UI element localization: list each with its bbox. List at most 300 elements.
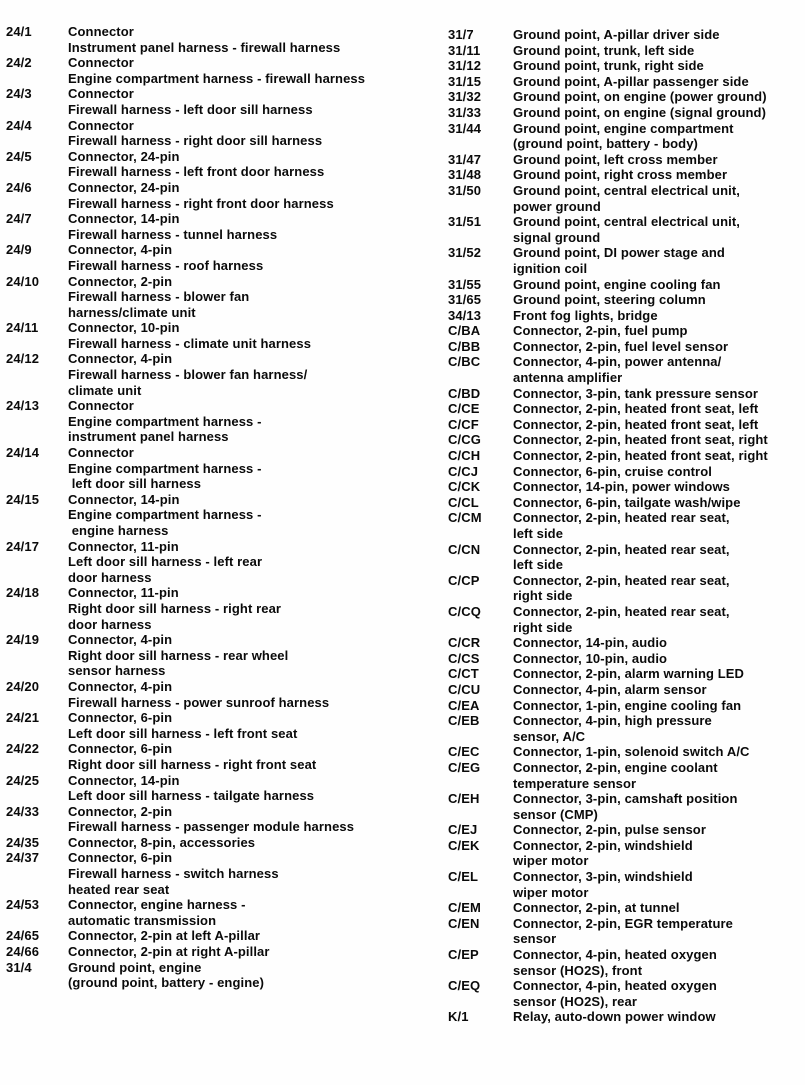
entry-description <box>513 479 802 495</box>
description-line: temperature sensor <box>513 775 637 791</box>
entry-description <box>513 916 802 947</box>
description-line: Connector, 4-pin <box>68 242 173 258</box>
entry-description <box>513 121 802 152</box>
entry-code: C/BC <box>448 354 481 370</box>
legend-entry <box>6 211 404 242</box>
entry-code: C/CJ <box>448 463 479 479</box>
legend-entry <box>448 417 802 433</box>
entry-code: 31/12 <box>448 58 482 74</box>
entry-description <box>513 869 802 900</box>
description-line: Connector, 2-pin, alarm warning LED <box>513 666 745 682</box>
description-line: Connector <box>68 445 134 461</box>
legend-entry <box>448 666 802 682</box>
description-line: Connector <box>68 398 134 414</box>
entry-description <box>513 666 802 682</box>
entry-description <box>513 354 802 385</box>
description-line: right side <box>513 588 573 604</box>
entry-code: K/1 <box>448 1009 469 1025</box>
legend-entry <box>448 698 802 714</box>
description-line: Connector, 2-pin, heated rear seat, <box>513 603 730 619</box>
legend-entry <box>448 152 802 168</box>
legend-entry <box>448 573 802 604</box>
legend-entry <box>448 682 802 698</box>
legend-entry <box>448 510 802 541</box>
legend-entry <box>6 944 404 960</box>
entry-code: 31/4 <box>6 959 32 975</box>
description-line: Ground point, central electrical unit, <box>513 214 740 230</box>
description-line: Connector, 4-pin, heated oxygen <box>513 947 717 963</box>
entry-code: 24/14 <box>6 445 40 461</box>
legend-entry <box>6 585 404 632</box>
entry-description <box>68 632 404 679</box>
description-line: Ground point, engine compartment <box>513 120 734 136</box>
entry-code: 24/10 <box>6 273 40 289</box>
legend-entry <box>448 43 802 59</box>
entry-code: C/EJ <box>448 822 478 838</box>
entry-description <box>68 741 404 772</box>
entry-description <box>68 539 404 586</box>
legend-entry <box>6 897 404 928</box>
entry-description <box>68 897 404 928</box>
legend-entry <box>448 635 802 651</box>
description-line: Connector, 2-pin <box>68 273 173 289</box>
entry-code: C/CS <box>448 650 480 666</box>
legend-entry <box>448 277 802 293</box>
legend-entry <box>448 916 802 947</box>
description-line: left door sill harness <box>68 476 202 492</box>
description-line: Ground point, engine cooling fan <box>513 276 721 292</box>
legend-entry <box>448 292 802 308</box>
legend-entry <box>6 55 404 86</box>
entry-description <box>513 900 802 916</box>
entry-description <box>68 710 404 741</box>
legend-entry <box>6 804 404 835</box>
entry-description <box>513 43 802 59</box>
entry-code: 24/13 <box>6 398 40 414</box>
description-line: Right door sill harness - right rear <box>68 600 282 616</box>
entry-description <box>513 89 802 105</box>
description-line: Connector, 14-pin <box>68 772 180 788</box>
entry-description <box>513 464 802 480</box>
legend-entry <box>448 432 802 448</box>
description-line: (ground point, battery - body) <box>513 136 698 152</box>
description-line: Connector, 4-pin, heated oxygen <box>513 978 717 994</box>
entry-code: 24/53 <box>6 897 40 913</box>
description-line: Ground point, trunk, left side <box>513 42 695 58</box>
entry-description <box>513 27 802 43</box>
entry-description <box>68 118 404 149</box>
description-line: Ground point, steering column <box>513 292 706 308</box>
description-line: left side <box>513 526 564 541</box>
entry-description <box>68 679 404 710</box>
description-line: harness/climate unit <box>68 304 196 320</box>
entry-code: 24/3 <box>6 86 32 102</box>
legend-entry <box>6 242 404 273</box>
legend-entry <box>6 398 404 445</box>
entry-code: 31/7 <box>448 27 474 42</box>
legend-entry <box>6 24 404 55</box>
legend-entry <box>448 900 802 916</box>
description-line: sensor (HO2S), rear <box>513 993 638 1009</box>
entry-code: 31/50 <box>448 182 482 198</box>
description-line: Ground point, on engine (power ground) <box>513 89 767 105</box>
entry-code: 34/13 <box>448 307 482 323</box>
legend-entry <box>6 679 404 710</box>
entry-code: 24/37 <box>6 850 40 866</box>
entry-description <box>513 292 802 308</box>
description-line: Ground point, central electrical unit, <box>513 182 740 198</box>
description-line: power ground <box>513 198 601 214</box>
description-line: ignition coil <box>513 260 588 276</box>
description-line: Right door sill harness - rear wheel <box>68 647 289 663</box>
description-line: sensor (HO2S), front <box>513 962 643 978</box>
description-line: Ground point, trunk, right side <box>513 58 704 74</box>
legend-entry <box>6 928 404 944</box>
description-line: sensor harness <box>68 663 166 679</box>
description-line: Connector, 2-pin, heated front seat, left <box>513 416 759 432</box>
entry-description <box>513 245 802 276</box>
description-line: automatic transmission <box>68 912 217 928</box>
description-line: climate unit <box>68 382 142 398</box>
legend-entry <box>6 274 404 321</box>
entry-description <box>513 744 802 760</box>
description-line: Ground point, A-pillar passenger side <box>513 73 749 89</box>
entry-code: C/CL <box>448 494 479 510</box>
description-line: Connector, 2-pin, at tunnel <box>513 900 680 916</box>
entry-description <box>513 822 802 838</box>
description-line: Connector, 2-pin, fuel level sensor <box>513 338 729 354</box>
entry-description <box>513 651 802 667</box>
entry-code: C/EH <box>448 791 480 807</box>
entry-description <box>513 604 802 635</box>
legend-entry <box>448 822 802 838</box>
description-line: heated rear seat <box>68 881 170 897</box>
entry-code: 24/15 <box>6 491 40 507</box>
entry-description <box>513 760 802 791</box>
description-line: sensor <box>513 931 557 947</box>
legend-entry <box>6 492 404 539</box>
legend-entry <box>6 835 404 851</box>
legend-entry <box>6 149 404 180</box>
description-line: Connector, 24-pin <box>68 179 180 195</box>
legend-entry <box>448 214 802 245</box>
legend-entry <box>6 960 404 991</box>
entry-code: 24/9 <box>6 242 32 258</box>
entry-description <box>513 277 802 293</box>
description-line: Connector, 6-pin, cruise control <box>513 463 712 479</box>
legend-entry <box>6 86 404 117</box>
entry-description <box>513 308 802 324</box>
entry-description <box>513 323 802 339</box>
entry-code: C/CH <box>448 448 481 464</box>
entry-code: 24/21 <box>6 710 40 726</box>
description-line: Connector, 4-pin, high pressure <box>513 713 712 729</box>
description-line: wiper motor <box>513 853 589 869</box>
entry-code: 24/17 <box>6 538 40 554</box>
description-line: Left door sill harness - left rear <box>68 554 263 570</box>
description-line: sensor (CMP) <box>513 806 598 822</box>
entry-code: C/EC <box>448 744 480 760</box>
description-line: Connector, 3-pin, windshield <box>513 869 693 885</box>
entry-code: C/EP <box>448 947 479 963</box>
description-line: Engine compartment harness - <box>68 460 262 476</box>
description-line: Firewall harness - power sunroof harness <box>68 694 330 710</box>
description-line: Firewall harness - tunnel harness <box>68 226 278 242</box>
legend-entry <box>6 741 404 772</box>
entry-description <box>68 445 404 492</box>
entry-description <box>513 401 802 417</box>
description-line: Connector, 8-pin, accessories <box>68 834 256 850</box>
entry-code: 31/32 <box>448 89 482 105</box>
description-line: Firewall harness - blower fan harness/ <box>68 367 308 383</box>
entry-code: C/EM <box>448 900 481 916</box>
legend-entry <box>448 323 802 339</box>
entry-description <box>68 773 404 804</box>
legend-entry <box>6 445 404 492</box>
legend-entry <box>448 838 802 869</box>
description-line: Connector, 2-pin at right A-pillar <box>68 944 270 960</box>
entry-code: C/EB <box>448 713 480 729</box>
description-line: Connector, 2-pin, EGR temperature <box>513 915 734 931</box>
entry-code: C/EG <box>448 759 481 775</box>
description-line: Firewall harness - switch harness <box>68 866 279 882</box>
entry-code: 31/51 <box>448 214 482 230</box>
legend-entry <box>6 850 404 897</box>
description-line: Ground point, A-pillar driver side <box>513 27 720 42</box>
description-line: Connector, 14-pin <box>68 491 180 507</box>
entry-description <box>68 24 404 55</box>
legend-entry <box>6 773 404 804</box>
description-line: Connector, 1-pin, engine cooling fan <box>513 697 742 713</box>
description-line: Ground point, DI power stage and <box>513 245 725 261</box>
legend-entry <box>6 632 404 679</box>
entry-code: C/CN <box>448 541 481 557</box>
entry-code: C/CQ <box>448 603 481 619</box>
description-line: Left door sill harness - left front seat <box>68 725 298 741</box>
description-line: Connector, 4-pin <box>68 632 173 648</box>
entry-description <box>513 58 802 74</box>
legend-entry <box>448 464 802 480</box>
description-line: Connector, 6-pin <box>68 850 173 866</box>
description-line: Connector, 4-pin <box>68 678 173 694</box>
legend-entry <box>448 167 802 183</box>
description-line: Left door sill harness - tailgate harness <box>68 788 315 804</box>
entry-description <box>513 339 802 355</box>
entry-description <box>513 74 802 90</box>
description-line: Connector, 4-pin <box>68 351 173 367</box>
legend-entry <box>448 947 802 978</box>
entry-code: C/CE <box>448 401 480 417</box>
entry-description <box>513 1009 802 1025</box>
description-line: engine harness <box>68 523 169 538</box>
entry-description <box>68 960 404 991</box>
entry-code: C/BB <box>448 338 481 354</box>
legend-column-right <box>448 27 802 1025</box>
description-line: Ground point, engine <box>68 959 202 975</box>
description-line: right side <box>513 619 573 635</box>
legend-entry <box>448 869 802 900</box>
entry-description <box>513 978 802 1009</box>
entry-code: 24/33 <box>6 803 40 819</box>
legend-entry <box>448 604 802 635</box>
description-line: Connector, 6-pin, tailgate wash/wipe <box>513 494 741 510</box>
entry-code: 24/65 <box>6 928 40 944</box>
entry-description <box>513 432 802 448</box>
entry-code: C/CK <box>448 479 481 495</box>
entry-code: 24/4 <box>6 117 32 133</box>
description-line: Firewall harness - left front door harness <box>68 164 325 180</box>
legend-entry <box>448 713 802 744</box>
entry-description <box>513 105 802 121</box>
description-line: Connector, 2-pin, heated rear seat, <box>513 541 730 557</box>
legend-entry <box>448 760 802 791</box>
entry-description <box>68 180 404 211</box>
entry-code: 24/1 <box>6 24 32 39</box>
entry-description <box>513 635 802 651</box>
entry-description <box>513 791 802 822</box>
description-line: Connector, 3-pin, tank pressure sensor <box>513 385 759 401</box>
description-line: Connector, 2-pin, heated front seat, right <box>513 432 768 448</box>
entry-description <box>68 320 404 351</box>
entry-code: C/CP <box>448 572 480 588</box>
entry-code: 31/33 <box>448 104 482 120</box>
entry-code: C/CG <box>448 432 481 448</box>
entry-description <box>68 804 404 835</box>
description-line: Firewall harness - right front door harness <box>68 195 334 211</box>
legend-entry <box>448 121 802 152</box>
description-line: door harness <box>68 569 152 585</box>
entry-description <box>68 492 404 539</box>
entry-description <box>68 850 404 897</box>
entry-description <box>513 510 802 541</box>
entry-description <box>68 351 404 398</box>
entry-code: 24/66 <box>6 944 40 960</box>
entry-description <box>513 167 802 183</box>
entry-code: 24/22 <box>6 741 40 757</box>
description-line: Firewall harness - climate unit harness <box>68 335 312 351</box>
entry-description <box>68 149 404 180</box>
description-line: Connector, 2-pin, windshield <box>513 837 693 853</box>
legend-entry <box>448 74 802 90</box>
legend-entry <box>448 89 802 105</box>
entry-description <box>513 713 802 744</box>
entry-description <box>513 417 802 433</box>
description-line: Connector, 2-pin, engine coolant <box>513 759 718 775</box>
description-line: Connector, 4-pin, power antenna/ <box>513 354 722 370</box>
entry-description <box>68 835 404 851</box>
description-line: Engine compartment harness - <box>68 507 262 523</box>
description-line: Connector, 2-pin, heated rear seat, <box>513 572 730 588</box>
entry-code: C/CT <box>448 666 479 682</box>
legend-entry <box>448 308 802 324</box>
description-line: Connector, 6-pin <box>68 710 173 726</box>
description-line: sensor, A/C <box>513 728 586 744</box>
description-line: Instrument panel harness - firewall harness <box>68 39 341 55</box>
legend-entry <box>448 245 802 276</box>
legend-entry <box>448 401 802 417</box>
description-line: Connector, 11-pin <box>68 585 179 601</box>
entry-code: C/EA <box>448 697 480 713</box>
legend-entry <box>448 791 802 822</box>
description-line: Connector, 2-pin, heated rear seat, <box>513 510 730 526</box>
legend-column-left <box>6 24 404 991</box>
legend-entry <box>448 495 802 511</box>
entry-description <box>513 573 802 604</box>
entry-code: 24/12 <box>6 351 40 367</box>
entry-code: 31/15 <box>448 73 482 89</box>
description-line: Connector <box>68 24 134 39</box>
legend-entry <box>448 479 802 495</box>
legend-entry <box>448 183 802 214</box>
entry-code: 31/47 <box>448 151 482 167</box>
entry-code: C/CU <box>448 681 481 697</box>
entry-code: 24/6 <box>6 179 32 195</box>
entry-code: 31/48 <box>448 167 482 183</box>
entry-code: 24/35 <box>6 834 40 850</box>
legend-entry <box>448 354 802 385</box>
entry-description <box>513 682 802 698</box>
entry-code: C/CF <box>448 416 479 432</box>
legend-entry <box>448 386 802 402</box>
description-line: Firewall harness - right door sill harness <box>68 133 323 149</box>
entry-code: C/CM <box>448 510 482 526</box>
entry-description <box>513 386 802 402</box>
entry-code: 24/5 <box>6 148 32 164</box>
description-line: Relay, auto-down power window <box>513 1009 716 1025</box>
entry-code: C/EN <box>448 915 480 931</box>
description-line: door harness <box>68 616 152 632</box>
entry-description <box>513 495 802 511</box>
description-line: Connector, 14-pin <box>68 211 180 227</box>
description-line: Connector, 11-pin <box>68 538 179 554</box>
entry-code: 24/7 <box>6 211 32 227</box>
entry-code: C/BD <box>448 385 481 401</box>
legend-entry <box>448 1009 802 1025</box>
description-line: Right door sill harness - right front seat <box>68 756 317 772</box>
legend-entry <box>448 27 802 43</box>
legend-entry <box>448 542 802 573</box>
entry-description <box>513 698 802 714</box>
description-line: signal ground <box>513 229 601 245</box>
legend-entry <box>448 58 802 74</box>
entry-code: 31/65 <box>448 292 482 308</box>
description-line: Connector, 2-pin, fuel pump <box>513 323 688 339</box>
description-line: Firewall harness - roof harness <box>68 257 264 273</box>
description-line: Connector, 3-pin, camshaft position <box>513 791 738 807</box>
entry-description <box>68 928 404 944</box>
description-line: wiper motor <box>513 884 589 900</box>
description-line: Connector <box>68 55 134 71</box>
entry-code: 24/18 <box>6 585 40 601</box>
entry-code: 31/55 <box>448 276 482 292</box>
description-line: Firewall harness - blower fan <box>68 289 250 305</box>
description-line: Connector <box>68 117 134 133</box>
legend-entry <box>448 744 802 760</box>
legend-entry <box>6 320 404 351</box>
legend-entry <box>448 448 802 464</box>
entry-code: 31/52 <box>448 245 482 261</box>
entry-description <box>68 242 404 273</box>
entry-description <box>68 274 404 321</box>
entry-code: C/EQ <box>448 978 481 994</box>
legend-entry <box>448 339 802 355</box>
description-line: (ground point, battery - engine) <box>68 975 265 991</box>
description-line: Connector, 2-pin at left A-pillar <box>68 928 261 944</box>
entry-code: 24/20 <box>6 678 40 694</box>
legend-entry <box>6 351 404 398</box>
entry-description <box>68 585 404 632</box>
entry-description <box>513 152 802 168</box>
